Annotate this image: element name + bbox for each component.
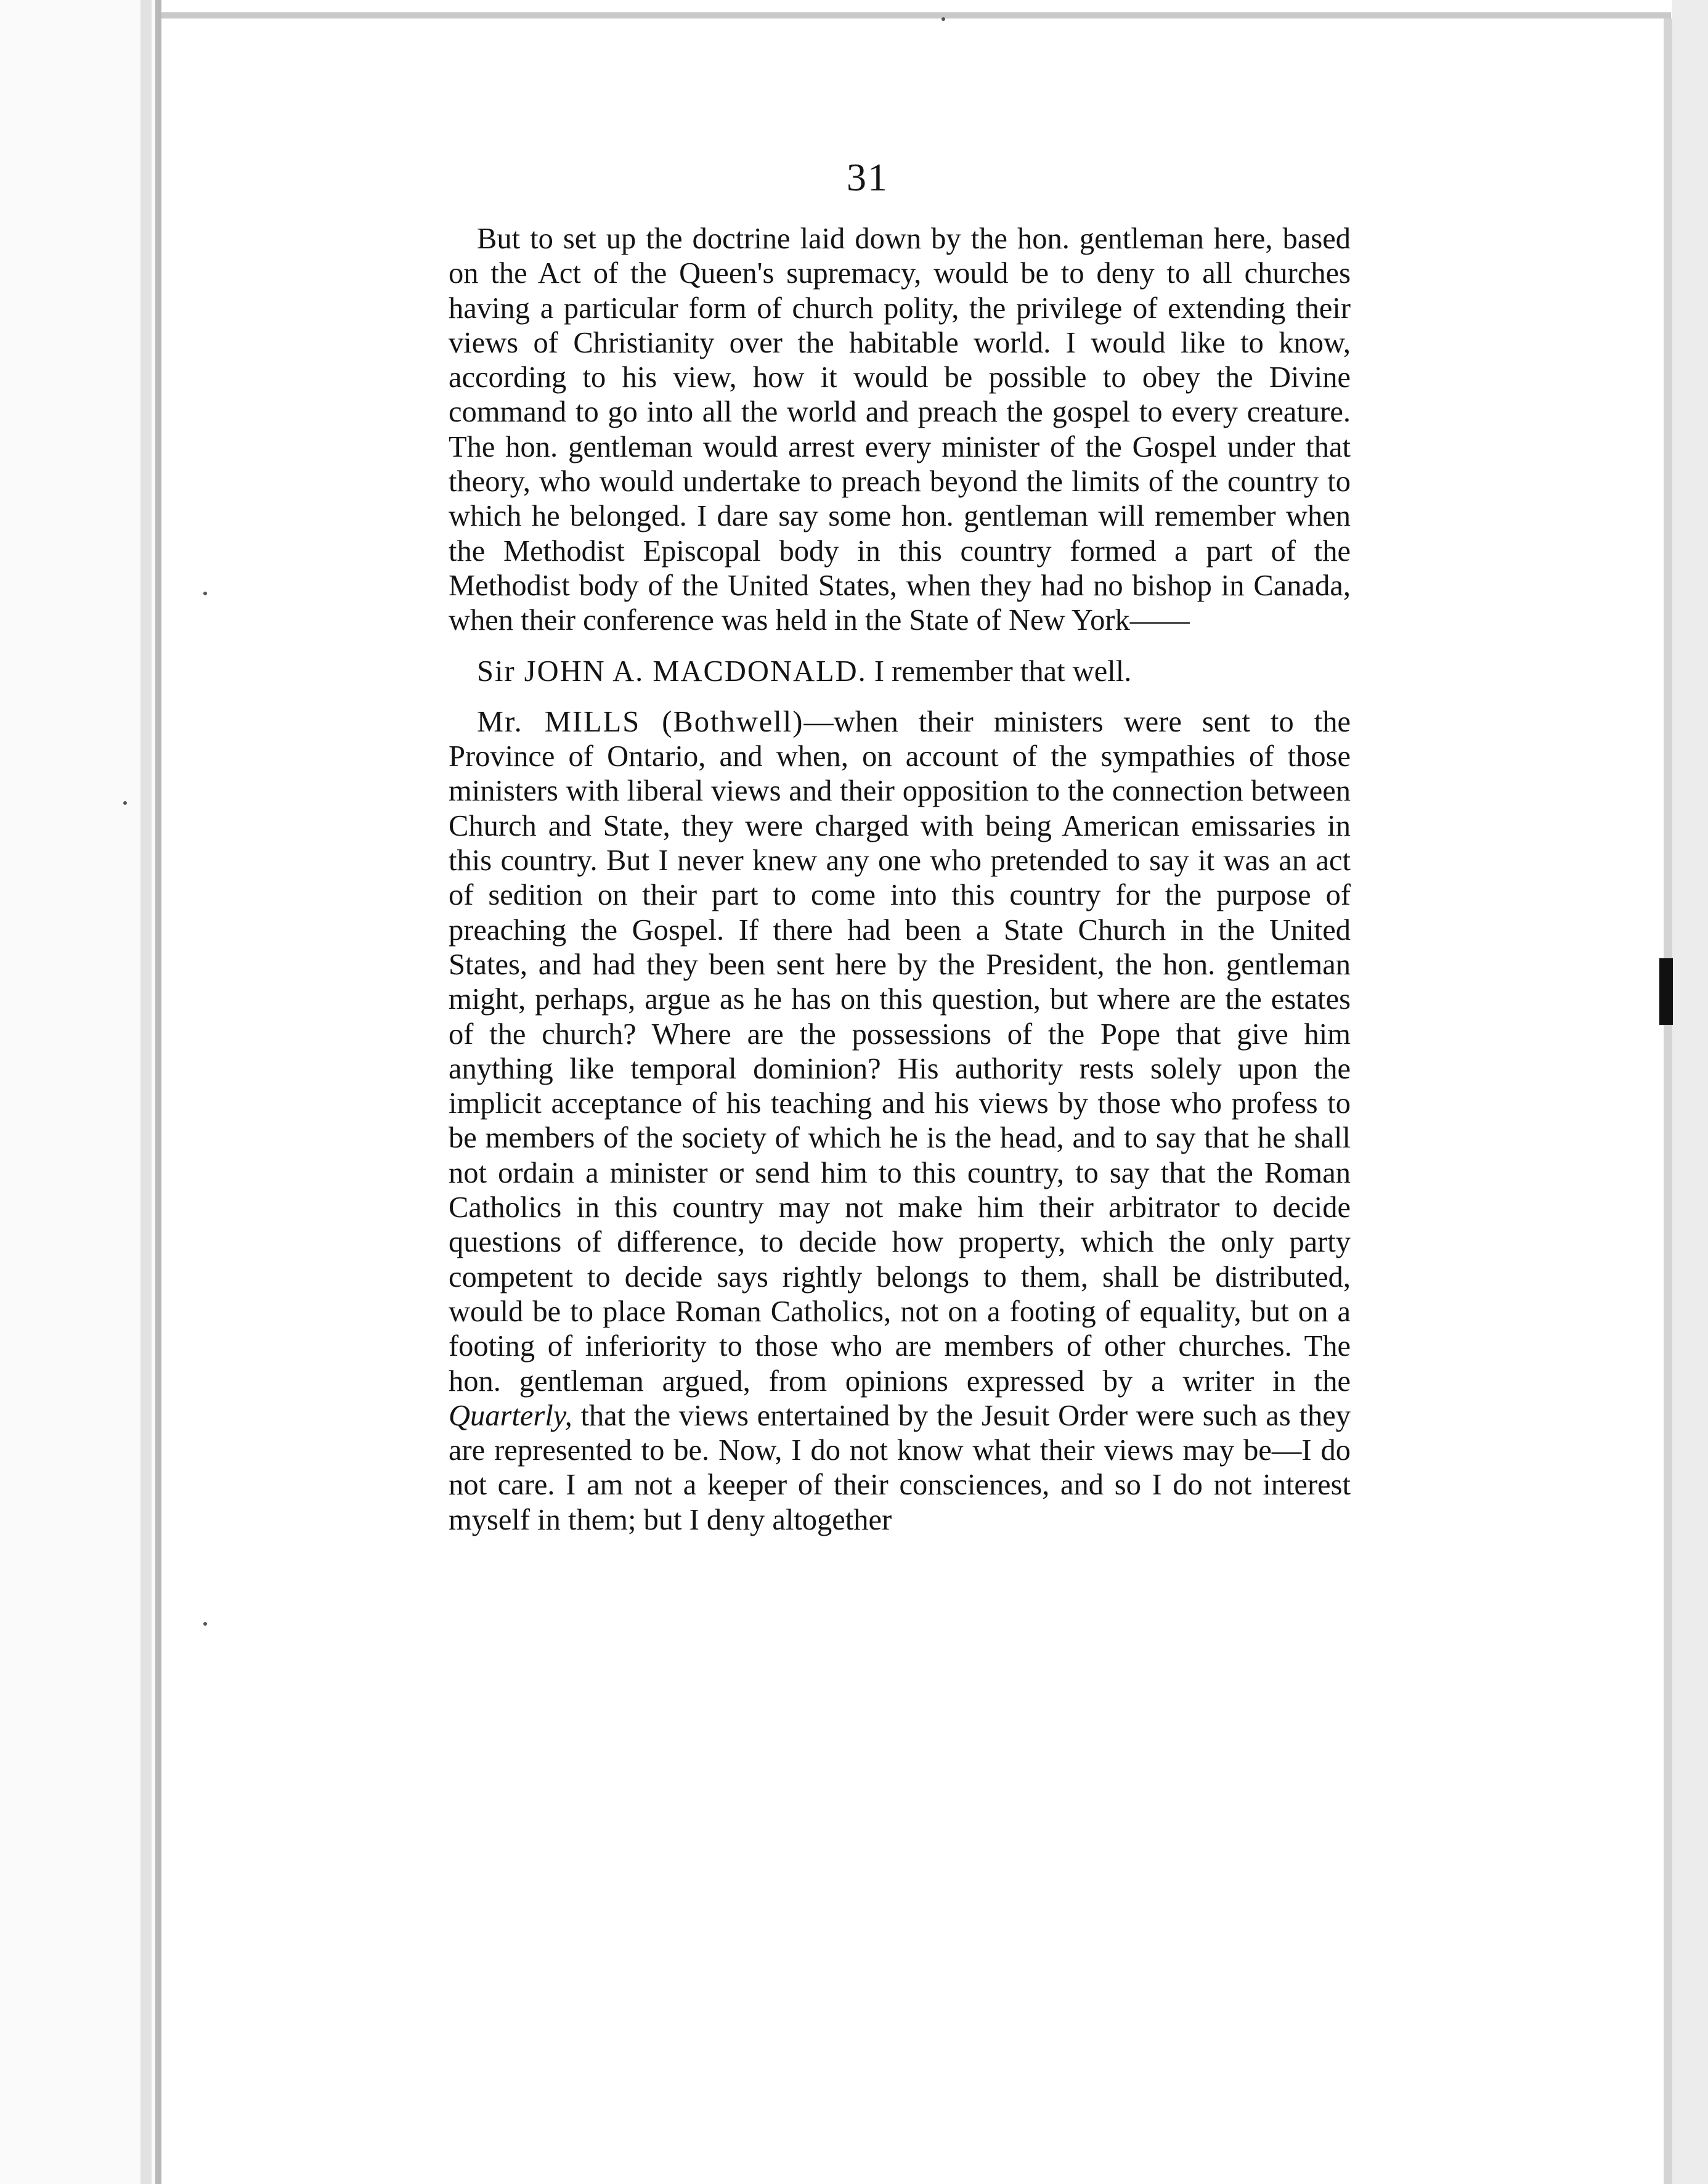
text-column [449,222,1351,1538]
scan-speck [203,1622,207,1626]
scan-speck [941,17,945,21]
paragraph-1 [449,222,1351,638]
top-page-edge [161,12,1671,18]
scan-speck [123,801,127,805]
paragraph-text: I remember that well. [874,654,1132,688]
paragraph-2 [449,654,1351,689]
paragraph-text: But to set up the doctrine laid down by the hon. gentleman here, based on the Act of the Queen's supremacy, would be to deny to all churches having a particular form of church polity, the privilege of extending their views of Christianity over the habitable world. I would like to know, according to his view, how it would be possible to obey the Divine command to go into all the world and preach the gospel to every creature. The hon. gentleman would arrest every minister of the Gospel under that theory, who would undertake to preach beyond the limits of the country to which he belonged. I dare say some hon. gentleman will remember when the Methodist Episcopal body in this country formed a part of the Methodist body of the United States, when they had no bishop in Canada, when their conference was held in the State of New York—— [449,222,1351,637]
publication-title: Quarterly, [449,1399,572,1432]
edge-tab-mark [1659,958,1673,1025]
paragraph-text-continued: that the views entertained by the Jesuit Order were such as they are represented to be. Now, I do not know what their views may be—I do not care. I am not a keeper of their consciences, and so I do not interest myself in them; but I deny altogether [449,1399,1351,1536]
speaker-name: Mr. MILLS (Bothwell) [477,705,804,738]
binding-shadow [140,0,152,2184]
left-binding-edge [0,0,161,2184]
scan-speck [203,592,207,595]
right-margin-shade [1672,0,1708,2184]
page-number: 31 [847,155,889,199]
paragraph-text: —when their ministers were sent to the Province of Ontario, and when, on account of the sympathies of those ministers with liberal views and their opposition to the connection between Church and State, they were charged with being American emissaries in this country. But I never knew any one who pretended to say it was an act of sedition on their part to come into this country for the purpose of preaching the Gospel. If there had been a State Church in the United States, and had they been sent here by the President, the hon. gentleman might, perhaps, argue as he has on this question, but where are the estates of the church? Where are the possessions of the Pope that give him anything like temporal dominion? His authority rests solely upon the implicit acceptance of his teaching and his views by those who profess to be members of the society of which he is the head, and to say that he shall not ordain a minister or send him to this country, to say that the Roman Catholics in this country may not make him their arbitrator to decide questions of difference, to decide how property, which the only party competent to decide says rightly belongs to them, shall be distributed, would be to place Roman Catholics, not on a footing of equality, but on a footing of inferiority to those who are members of other churches. The hon. gentleman argued, from opinions expressed by a writer in the [449,705,1351,1398]
right-page-edge [1664,18,1672,2184]
speaker-name: Sir JOHN A. MACDONALD. [477,654,867,688]
paragraph-3 [449,705,1351,1538]
